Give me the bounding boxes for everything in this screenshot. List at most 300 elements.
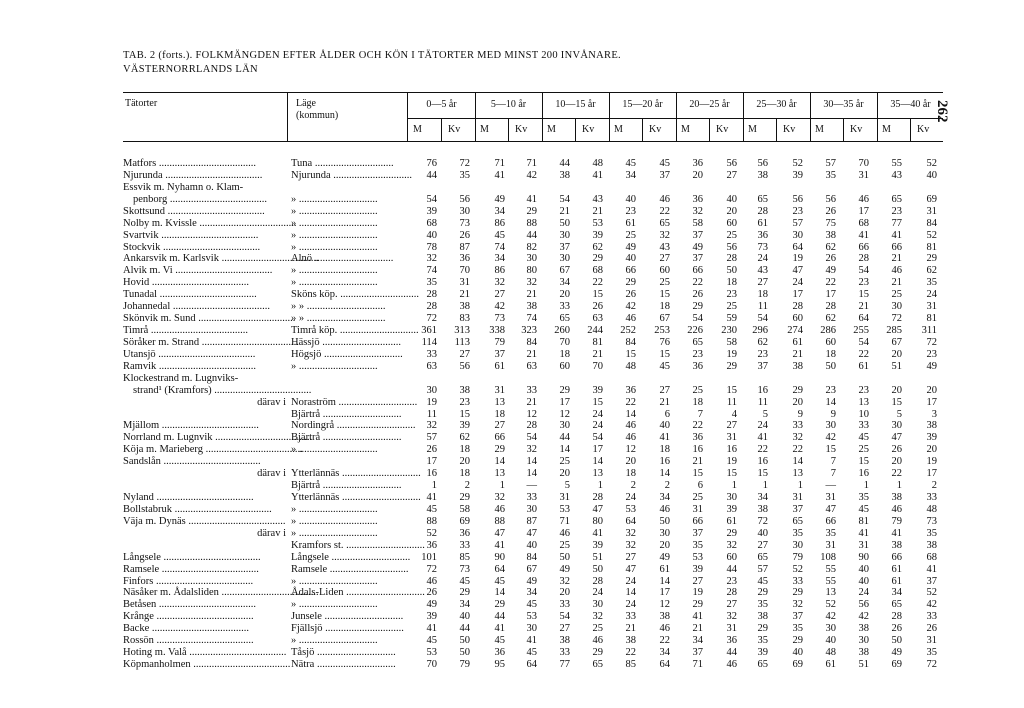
value-kv: 27 [459,348,470,360]
value-kv: 54 [858,336,869,348]
value-m: 64 [494,563,505,575]
value-kv: 25 [659,277,670,289]
col-kv: Kv [716,124,729,135]
value-m: 52 [825,599,836,611]
value-m: 16 [426,468,437,480]
value-m: 29 [494,444,505,456]
value-kv: 40 [726,193,737,205]
value-kv: 25 [726,301,737,313]
place-name: Skönvik m. Sund ..................................... [123,313,296,325]
value-m: 46 [559,527,570,539]
value-kv: 52 [926,229,937,241]
value-kv: 22 [659,635,670,647]
value-kv: 51 [592,551,603,563]
value-m: 39 [692,563,703,575]
value-m: 7 [830,456,836,468]
value-m: 46 [426,575,437,587]
value-kv: 59 [726,313,737,325]
value-m: 28 [757,205,768,217]
value-kv: 13 [792,468,803,480]
value-kv: 24 [592,587,603,599]
value-kv: 32 [792,599,803,611]
value-kv: 16 [659,456,670,468]
value-kv: 31 [726,623,737,635]
value-m: 21 [891,277,902,289]
value-kv: 12 [526,408,537,420]
value-kv: 57 [792,217,803,229]
value-kv: 43 [592,193,603,205]
value-m: 19 [426,396,437,408]
page-number: 262 [934,100,950,123]
value-m: 67 [891,336,902,348]
value-kv: 30 [792,229,803,241]
kommun: Ramsele .............................. [291,563,409,575]
value-m: 34 [692,635,703,647]
value-m: 36 [757,229,768,241]
value-m: 43 [757,265,768,277]
value-m: 260 [554,325,570,337]
value-m: 37 [692,647,703,659]
value-m: 79 [891,515,902,527]
header-top-rule [123,92,943,93]
value-m: 67 [559,265,570,277]
value-m: 50 [559,217,570,229]
value-m: 114 [421,336,437,348]
value-kv: 28 [592,492,603,504]
value-m: 9 [830,408,836,420]
place-name: Skottsund ..................................... [123,205,265,217]
table-row [0,194,1024,206]
value-m: 30 [825,420,836,432]
value-kv: 16 [726,444,737,456]
value-m: 20 [559,587,570,599]
kommun: » .............................. [291,599,378,611]
value-kv: 11 [726,396,737,408]
value-kv: 41 [659,432,670,444]
value-kv: 73 [459,563,470,575]
value-kv: 42 [526,169,537,181]
value-m: 55 [825,563,836,575]
value-kv: 39 [459,420,470,432]
value-m: 28 [426,289,437,301]
place-name: Essvik m. Nyhamn o. Klam- [123,181,244,193]
value-kv: 23 [459,396,470,408]
value-m: 40 [625,193,636,205]
value-kv: 49 [526,575,537,587]
value-m: 61 [757,217,768,229]
value-kv: 52 [926,158,937,169]
value-m: 22 [692,420,703,432]
value-kv: 40 [858,575,869,587]
value-kv: 18 [726,277,737,289]
value-kv: 48 [592,158,603,169]
value-m: 30 [559,253,570,265]
value-m: 49 [692,241,703,253]
kommun: » .............................. [291,515,378,527]
value-kv: 76 [659,336,670,348]
value-m: 45 [494,575,505,587]
value-m: 38 [891,492,902,504]
value-m: 23 [692,348,703,360]
value-kv: 70 [459,265,470,277]
value-kv: 35 [926,527,937,539]
value-kv: 35 [792,527,803,539]
value-kv: 14 [659,575,670,587]
value-m: 37 [692,229,703,241]
value-kv: 83 [459,313,470,325]
value-m: 29 [757,587,768,599]
value-m: 12 [625,444,636,456]
value-kv: 33 [792,420,803,432]
value-kv: 32 [592,611,603,623]
value-m: 38 [757,169,768,181]
value-m: 21 [692,623,703,635]
value-kv: 21 [526,348,537,360]
place-name: Näsåker m. Ådalsliden ..................................... [123,587,319,599]
value-kv: 24 [592,420,603,432]
col-kv: Kv [515,124,528,135]
value-m: 60 [559,360,570,372]
value-kv: 14 [526,456,537,468]
value-kv: 37 [926,575,937,587]
value-kv: 17 [926,468,937,480]
value-kv: 33 [526,492,537,504]
value-kv: 21 [459,289,470,301]
value-kv: 29 [726,527,737,539]
value-m: 14 [494,456,505,468]
table-row [0,540,1024,552]
place-name: Njurunda ..................................... [123,169,263,181]
value-m: 30 [559,229,570,241]
value-m: 15 [625,348,636,360]
place-name: Timrå ..................................... [123,325,249,337]
value-m: 31 [494,384,505,396]
value-kv: 32 [726,611,737,623]
value-m: 14 [625,587,636,599]
value-m: 18 [494,408,505,420]
value-m: — [825,480,836,492]
value-m: 16 [757,384,768,396]
rule-m-kv-1 [508,118,509,141]
value-m: 90 [494,551,505,563]
value-m: 26 [891,623,902,635]
value-kv: 23 [792,205,803,217]
value-m: 12 [559,408,570,420]
value-kv: 1 [797,480,803,492]
place-name: därav i [257,527,286,539]
value-m: 62 [825,313,836,325]
value-m: 54 [426,193,437,205]
value-m: 1 [896,480,902,492]
value-kv: 31 [926,301,937,313]
value-kv: 84 [526,336,537,348]
table-row [0,182,1024,194]
value-kv: 52 [792,563,803,575]
value-m: 65 [757,659,768,671]
value-kv: 27 [726,420,737,432]
value-kv: 29 [592,647,603,659]
table-row [0,230,1024,242]
value-m: 35 [757,599,768,611]
table-row [0,325,1024,337]
value-m: 37 [692,253,703,265]
table-row [0,444,1024,456]
value-m: 20 [891,348,902,360]
value-kv: 21 [526,396,537,408]
value-m: 56 [825,193,836,205]
kommun: Långsele .............................. [291,551,411,563]
value-kv: 21 [592,348,603,360]
value-m: 36 [692,360,703,372]
value-kv: 49 [926,360,937,372]
value-kv: 27 [659,253,670,265]
value-m: 49 [559,563,570,575]
value-m: 14 [494,587,505,599]
value-kv: 56 [726,241,737,253]
value-kv: 32 [792,432,803,444]
value-kv: 32 [726,539,737,551]
value-m: 30 [891,301,902,313]
table-row [0,611,1024,623]
value-m: 34 [494,205,505,217]
value-m: 35 [825,527,836,539]
value-m: 30 [426,384,437,396]
value-m: 46 [625,432,636,444]
value-kv: 1 [731,480,737,492]
value-m: 1 [762,480,768,492]
col-kv: Kv [582,124,595,135]
value-m: 66 [494,432,505,444]
place-name: Väja m. Dynäs ..................................... [123,515,286,527]
value-kv: 50 [726,265,737,277]
value-m: 26 [825,253,836,265]
value-kv: 323 [521,325,537,337]
col-m: M [614,124,623,135]
value-m: 52 [426,527,437,539]
value-m: 27 [559,623,570,635]
value-kv: 15 [726,384,737,396]
value-kv: 31 [792,492,803,504]
value-m: 42 [825,432,836,444]
value-m: 16 [692,444,703,456]
value-kv: 56 [726,158,737,169]
value-m: 65 [692,336,703,348]
rule-m-kv-6 [843,118,844,141]
place-name: Klockestrand m. Lugnviks- [123,372,239,384]
value-m: 32 [559,575,570,587]
place-name: Hovid ..................................... [123,277,249,289]
value-kv: 28 [592,575,603,587]
value-m: 48 [625,360,636,372]
value-m: 40 [757,527,768,539]
value-m: 7 [697,408,703,420]
value-kv: 39 [726,503,737,515]
table-row [0,253,1024,265]
value-kv: 70 [858,158,869,169]
value-m: 15 [692,468,703,480]
value-kv: 1 [863,480,869,492]
value-m: 48 [825,647,836,659]
value-m: 26 [625,289,636,301]
value-kv: 90 [858,551,869,563]
value-m: 44 [494,611,505,623]
value-kv: 56 [459,360,470,372]
place-name: Ramsele ..................................... [123,563,259,575]
value-kv: 18 [659,444,670,456]
kommun: Kramfors st. .............................. [291,539,425,551]
value-m: 17 [825,289,836,301]
value-m: 31 [559,492,570,504]
value-kv: 22 [659,205,670,217]
col-kommun: (kommun) [296,110,339,121]
table-subtitle: VÄSTERNORRLANDS LÄN [123,64,258,75]
value-kv: 41 [926,563,937,575]
value-m: 75 [825,217,836,229]
value-m: 29 [625,277,636,289]
value-kv: 87 [459,241,470,253]
value-m: 38 [757,611,768,623]
col-m: M [480,124,489,135]
value-kv: 230 [721,325,737,337]
value-m: 32 [692,205,703,217]
value-kv: 19 [726,348,737,360]
value-kv: 29 [726,360,737,372]
value-m: 35 [825,169,836,181]
table-row [0,432,1024,444]
value-kv: 15 [659,348,670,360]
header-bottom-rule [123,141,943,142]
kommun: » .............................. [291,205,378,217]
place-name: därav i [257,396,286,408]
value-m: 61 [891,575,902,587]
table-row [0,206,1024,218]
value-kv: 72 [926,659,937,671]
value-kv: 26 [592,301,603,313]
value-m: 13 [825,587,836,599]
value-kv: 79 [792,551,803,563]
value-kv: 58 [459,503,470,515]
value-m: 53 [692,551,703,563]
value-m: 22 [757,444,768,456]
value-kv: 37 [792,611,803,623]
value-kv: 74 [526,313,537,325]
value-m: 38 [625,635,636,647]
kommun: Nätra .............................. [291,659,396,671]
value-m: 27 [494,420,505,432]
value-m: 45 [625,158,636,169]
col-m: M [547,124,556,135]
value-m: 40 [825,635,836,647]
kommun: Noraström .............................. [291,396,418,408]
value-m: 79 [494,336,505,348]
value-kv: 31 [926,635,937,647]
table-row [0,313,1024,325]
value-m: 57 [426,432,437,444]
value-m: 28 [825,301,836,313]
value-m: 26 [825,205,836,217]
value-m: 13 [494,396,505,408]
value-m: 14 [825,396,836,408]
col-m: M [815,124,824,135]
value-m: 54 [757,313,768,325]
kommun: Junsele .............................. [291,611,404,623]
kommun: » » .............................. [291,313,386,325]
kommun: Tuna .............................. [291,158,394,169]
place-name: strand¹ (Kramfors) ..................................... [133,384,312,396]
kommun: » .............................. [291,360,378,372]
value-kv: 30 [592,599,603,611]
value-kv: 34 [659,492,670,504]
value-kv: 30 [526,503,537,515]
col-kv: Kv [850,124,863,135]
value-m: 39 [426,611,437,623]
value-m: 20 [891,456,902,468]
value-kv: 41 [858,229,869,241]
table-row [0,277,1024,289]
value-kv: 45 [659,360,670,372]
value-m: 77 [891,217,902,229]
value-kv: 23 [858,384,869,396]
value-m: 73 [494,313,505,325]
value-kv: 40 [858,563,869,575]
value-m: 41 [494,623,505,635]
value-kv: 32 [526,444,537,456]
place-name: Nolby m. Kvissle ..................................... [123,217,297,229]
value-m: 296 [752,325,768,337]
value-m: 41 [757,432,768,444]
age-group-header: 25—30 år [756,99,797,110]
kommun: Njurunda .............................. [291,169,413,181]
value-m: 34 [757,492,768,504]
value-kv: 14 [592,456,603,468]
value-kv: 41 [526,635,537,647]
value-m: 30 [825,623,836,635]
value-kv: 22 [858,348,869,360]
value-m: 66 [625,265,636,277]
age-group-header: 5—10 år [490,99,527,110]
value-kv: 313 [454,325,470,337]
value-m: 18 [757,289,768,301]
value-kv: 41 [592,169,603,181]
table-row [0,170,1024,182]
place-name: Johannedal ..................................... [123,301,270,313]
value-m: 20 [559,468,570,480]
value-kv: 49 [659,551,670,563]
kommun: Bjärtrå .............................. [291,480,402,492]
value-m: 74 [426,265,437,277]
place-name: Sandslån ..................................... [123,456,261,468]
value-m: 72 [891,313,902,325]
value-m: 37 [494,348,505,360]
table-row [0,361,1024,373]
table-row [0,409,1024,421]
value-kv: 39 [592,384,603,396]
value-m: 36 [494,647,505,659]
value-m: 286 [820,325,836,337]
value-m: 17 [426,456,437,468]
value-m: 66 [891,551,902,563]
table-row [0,647,1024,659]
value-kv: 82 [526,241,537,253]
value-m: 55 [825,575,836,587]
value-kv: 4 [731,408,737,420]
value-m: 88 [426,515,437,527]
table-row [0,659,1024,671]
value-kv: 20 [459,456,470,468]
col-tatorter: Tätorter [125,98,158,109]
kommun: » .............................. [291,217,378,229]
value-m: 49 [625,241,636,253]
